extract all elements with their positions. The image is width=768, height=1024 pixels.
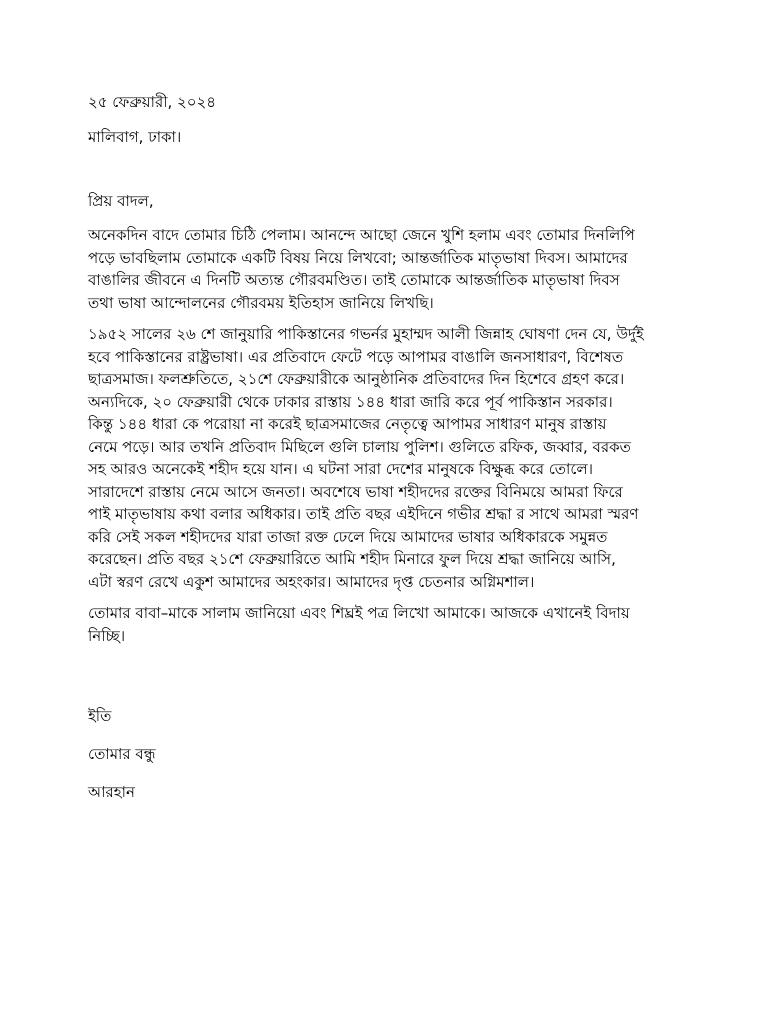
paragraph-line: বাঙালির জীবনে এ দিনটি অত্যন্ত গৌরবমণ্ডিত। তাই তোমাকে আন্তর্জাতিক মাতৃভাষা দিবস	[88, 271, 620, 289]
paragraph-line: সারাদেশে রাস্তায় নেমে আসে জনতা। অবশেষে ভাষা শহীদদের রক্তের বিনিময়ে আমরা ফিরে	[88, 482, 623, 501]
paragraph-line: সহ আরও অনেকেই শহীদ হয়ে যান। এ ঘটনা সারা দেশের মানুষকে বিক্ষুব্ধ করে তোলে।	[88, 460, 593, 478]
paragraph-line: নিচ্ছি।	[88, 626, 126, 645]
letter-address: মালিবাগ, ঢাকা।	[88, 128, 182, 146]
paragraph-line: এটা স্বরণ রেখে একুশ আমাদের অহংকার। আমাদের দৃপ্ত চেতনার অগ্নিমশাল।	[88, 572, 535, 591]
paragraph-line: করেছেন। প্রতি বছর ২১শে ফেব্রুয়ারিতে আমি শহীদ মিনারে ফুল দিয়ে শ্রদ্ধা জানিয়ে আসি,	[88, 550, 616, 568]
closing-relation: তোমার বন্ধু	[88, 745, 156, 763]
paragraph-line: পড়ে ভাবছিলাম তোমাকে একটি বিষয় নিয়ে লিখবো; আন্তর্জাতিক মাতৃভাষা দিবস। আমাদের	[88, 248, 628, 267]
paragraph-intro	[88, 224, 673, 314]
spacer	[88, 213, 673, 224]
letter-date: ২৫ ফেব্রুয়ারী, ২০২৪	[88, 93, 217, 111]
closing-iti: ইতি	[88, 707, 112, 725]
paragraph-line: তোমার বাবা–মাকে সালাম জানিয়ো এবং শিঘ্রই পত্র লিখো আমাকে। আজকে এখানেই বিদায়	[88, 604, 630, 622]
spacer	[88, 114, 673, 125]
signature-block	[88, 704, 673, 804]
spacer	[88, 656, 673, 704]
sender-name: আরহান	[88, 783, 135, 801]
paragraph-line: পাই মাতৃভাষায় কথা বলার অধিকার। তাই প্রতি বছর এইদিনে গভীর শ্রদ্ধা র সাথে আমরা স্মরণ	[88, 505, 639, 523]
paragraph-history	[88, 323, 673, 593]
letter-salutation: প্রিয় বাদল,	[88, 192, 154, 210]
paragraph-line: অনেকদিন বাদে তোমার চিঠি পেলাম। আনন্দে আছো জেনে খুশি হলাম এবং তোমার দিনলিপি	[88, 226, 635, 244]
paragraph-line: তথা ভাষা আন্দোলনের গৌরবময় ইতিহাস জানিয়ে লিখছি।	[88, 293, 434, 312]
paragraph-line: করি সেই সকল শহীদদের যারা তাজা রক্ত ঢেলে দিয়ে আমাদের ভাষার অধিকারকে সমুন্নত	[88, 527, 608, 546]
paragraph-line: ১৯৫২ সালের ২৬ শে জানুয়ারি পাকিস্তানের গভর্নর মুহাম্মদ আলী জিন্নাহ ঘোষণা দেন যে, উর্দুই	[88, 325, 644, 343]
spacer	[88, 149, 673, 189]
paragraph-line: কিন্তু ১৪৪ ধারা কে পরোয়া না করেই ছাত্রসমাজের নেতৃত্বে আপামর সাধারণ মানুষ রাস্তায়	[88, 415, 607, 433]
paragraph-line: ছাত্রসমাজ। ফলশ্রুতিতে, ২১শে ফেব্রুয়ারীকে আনুষ্ঠানিক প্রতিবাদের দিন হিশেবে গ্রহণ করে।	[88, 370, 625, 388]
paragraph-line: অন্যদিকে, ২০ ফেব্রুয়ারী থেকে ঢাকার রাস্তায় ১৪৪ ধারা জারি করে পূর্ব পাকিস্তান সরকার।	[88, 392, 613, 411]
paragraph-farewell	[88, 602, 673, 647]
letter-page	[88, 90, 673, 818]
paragraph-line: নেমে পড়ে। আর তখনি প্রতিবাদ মিছিলে গুলি চালায় পুলিশ। গুলিতে রফিক, জব্বার, বরকত	[88, 437, 631, 456]
paragraph-line: হবে পাকিস্তানের রাষ্ট্রভাষা। এর প্রতিবাদে ফেটে পড়ে আপামর বাঙালি জনসাধারণ, বিশেষত	[88, 347, 624, 366]
